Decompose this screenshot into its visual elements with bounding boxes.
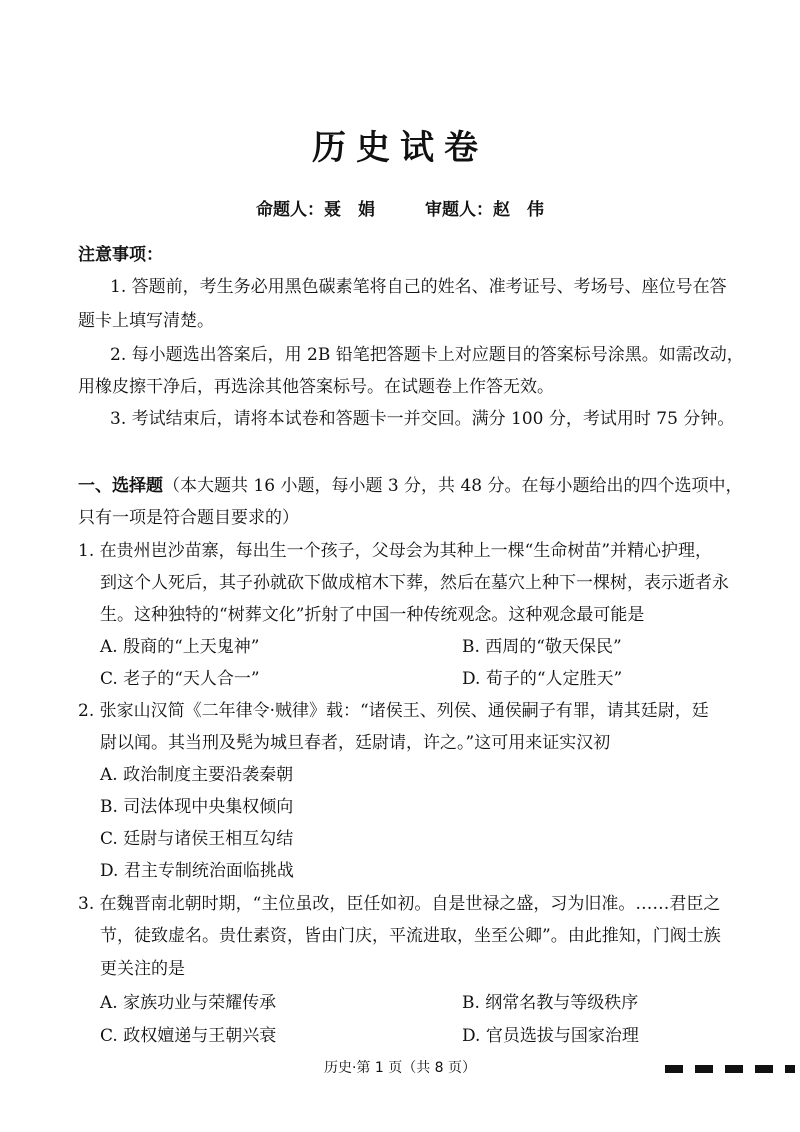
reviewer-name: 审题人：赵 伟 xyxy=(424,200,544,220)
notice-line: 2. 每小题选出答案后，用 2B 铅笔把答题卡上对应题目的答案标号涂黑。如需改动， xyxy=(110,345,744,365)
question-1-option-c: C. 老子的“天人合一” xyxy=(100,669,260,689)
section-description: （本大题共 16 小题，每小题 3 分，共 48 分。在每小题给出的四个选项中， xyxy=(163,476,743,496)
question-2-option-a: A. 政治制度主要沿袭秦朝 xyxy=(100,765,294,785)
alignment-mark xyxy=(755,1065,773,1073)
question-3-option-d: D. 官员选拔与国家治理 xyxy=(462,1026,639,1046)
notice-heading: 注意事项： xyxy=(78,245,163,265)
question-1-option-b: B. 西周的“敬天保民” xyxy=(462,637,622,657)
question-1-text: 1. 在贵州岜沙苗寨，每出生一个孩子，父母会为其种上一棵“生命树苗”并精心护理， xyxy=(78,541,713,561)
page-footer: 历史·第 1 页（共 8 页） xyxy=(323,1060,477,1076)
notice-line: 1. 答题前，考生务必用黑色碳素笔将自己的姓名、准考证号、考场号、座位号在答 xyxy=(110,277,727,297)
notice-line: 题卡上填写清楚。 xyxy=(78,311,214,331)
alignment-mark xyxy=(785,1065,795,1073)
alignment-mark xyxy=(695,1065,713,1073)
notice-line: 3. 考试结束后，请将本试卷和答题卡一并交回。满分 100 分，考试用时 75 分钟。 xyxy=(110,409,735,429)
question-3-text: 节，徒致虚名。贵仕素资，皆由门庆，平流进取，坐至公卿”。由此推知，门阀士族 xyxy=(100,926,721,946)
question-3-text: 更关注的是 xyxy=(100,959,185,979)
question-2-option-d: D. 君主专制统治面临挑战 xyxy=(100,861,294,881)
question-1-option-d: D. 荀子的“人定胜天” xyxy=(462,669,623,689)
question-1-text: 到这个人死后，其子孙就砍下做成棺木下葬，然后在墓穴上种下一棵树，表示逝者永 xyxy=(100,573,729,593)
section-heading-line xyxy=(78,475,778,497)
alignment-mark xyxy=(665,1065,683,1073)
question-3-option-a: A. 家族功业与荣耀传承 xyxy=(100,993,277,1013)
question-1-option-a: A. 殷商的“上天鬼神” xyxy=(100,637,260,657)
question-2-text: 尉以闻。其当刑及髡为城旦春者，廷尉请，许之。”这可用来证实汉初 xyxy=(100,733,611,753)
alignment-mark xyxy=(725,1065,743,1073)
question-1-text: 生。这种独特的“树葬文化”折射了中国一种传统观念。这种观念最可能是 xyxy=(100,605,645,625)
question-3-option-b: B. 纲常名教与等级秩序 xyxy=(462,993,639,1013)
notice-line: 用橡皮擦干净后，再选涂其他答案标号。在试题卷上作答无效。 xyxy=(78,377,554,397)
alignment-marks xyxy=(665,1065,800,1075)
section-description: 只有一项是符合题目要求的） xyxy=(78,508,299,528)
question-2-text: 2. 张家山汉简《二年律令·贼律》载：“诸侯王、列侯、通侯嗣子有罪，请其廷尉，廷 xyxy=(78,701,709,721)
question-2-option-c: C. 廷尉与诸侯王相互勾结 xyxy=(100,829,294,849)
page-title: 历史试卷 xyxy=(312,128,488,168)
question-3-text: 3. 在魏晋南北朝时期，“主位虽改，臣任如初。自是世禄之盛，习为旧准。……君臣之 xyxy=(78,894,721,914)
authors-line xyxy=(0,195,800,220)
setter-name: 命题人：聂 娟 xyxy=(256,200,376,220)
question-3-option-c: C. 政权嬗递与王朝兴衰 xyxy=(100,1026,277,1046)
section-heading: 一、选择题 xyxy=(78,476,163,496)
question-2-option-b: B. 司法体现中央集权倾向 xyxy=(100,797,294,817)
